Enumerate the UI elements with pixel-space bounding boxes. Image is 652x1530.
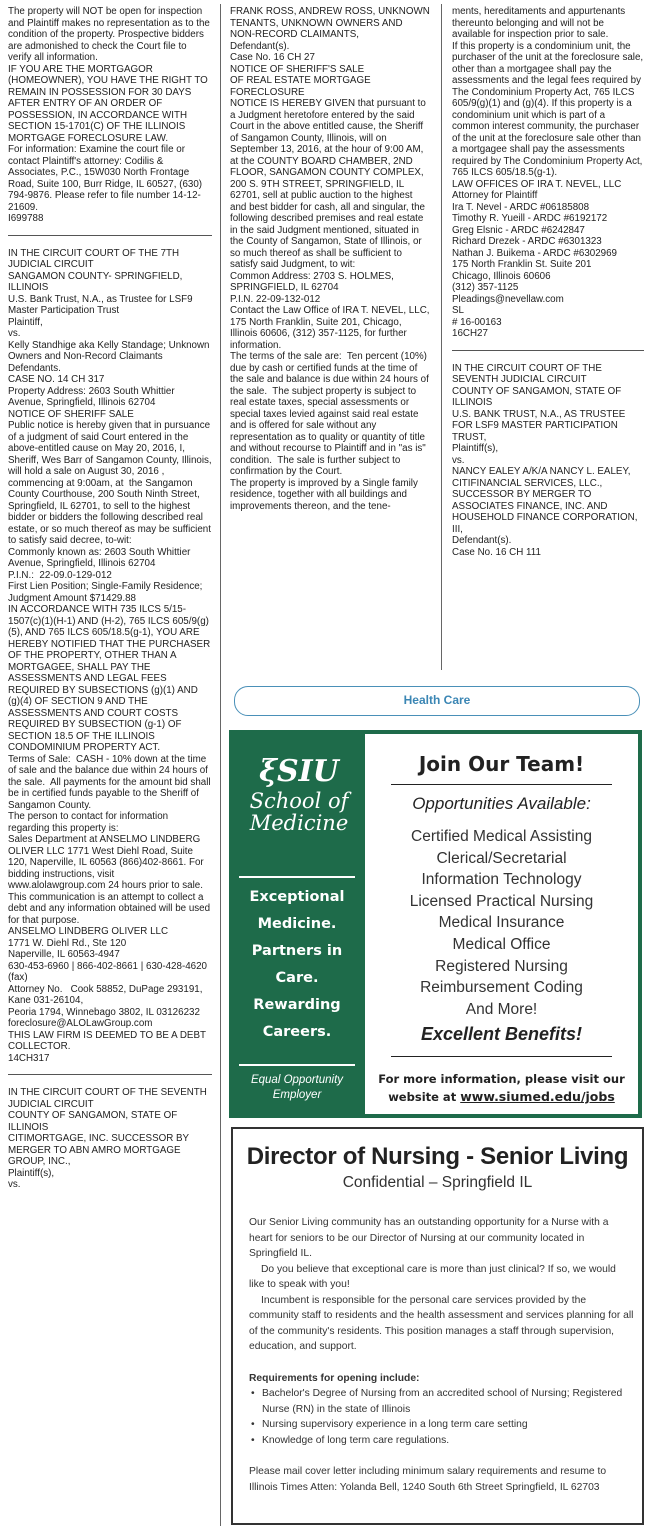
legal-notice-3-body: FRANK ROSS, ANDREW ROSS, UNKNOWN TENANTS, UNKNOWN OWNERS AND NON-RECORD CLAIMANTS, Defendant(s). Case No. 16 CH 27 NOTICE OF SHERIFF'S SALE OF REAL ESTATE MORTGAGE FORECLOSURE NOTICE IS HEREBY GIVEN that pursuant to a Judgment heretofore entered by the said Court in the above entitled cause, the Sheriff of Sangamon County, Illinois, will on September 13, 2016, at the hour of 9:00 AM, at the COUNTY BOARD CHAMBER, 2ND FLOOR, SANGAMON COUNTY COMPLEX, 200 S. 9TH STREET, SPRINGFIELD, IL 62701, sell at public auction to the highest and best bidder for cash, all and singular, the following described premises and real estate in the said Judgment mentioned, situated in the County of Sangamon, State of Illinois, or so much thereof as shall be sufficient to satisfy said Judgment, to wit: Common Address: 2703 S. HOLMES, SPRINGFIELD, IL 62704 P.I.N. 22-09-132-012 Contact the Law Office of IRA T. NEVEL, LLC, 175 North Franklin, Suite 201, Chicago, Illinois 60606, (312) 357-1125, for further information. The terms of the sale are: Ten percent (10%) due by cash or certified funds at the time of the sale and balance is due within 24 hours of the sale. The subject property is subject to real estate taxes, special assessments or special taxes levied against said real estate and is offered for sale without any representation as to quality or quantity of title and without recourse to Plaintiff and in "as is" condition. The sale is further subject to confirmation by the Court. The property is improved by a Single family residence, together with all buildings and improvements thereon, and the tene- xyxy=(230,6,430,512)
list-item: Licensed Practical Nursing xyxy=(409,892,594,910)
nursing-ad-subtitle: Confidential – Springfield IL xyxy=(342,1174,533,1191)
siu-opportunities-heading: Opportunities Available: xyxy=(412,794,591,813)
list-item: Medical Insurance xyxy=(438,914,565,932)
list-item: Reimbursement Coding xyxy=(420,979,583,997)
siu-tagline-line: Careers. xyxy=(262,1024,332,1040)
siu-logo xyxy=(237,756,361,834)
siu-tagline-line: Care. xyxy=(275,970,319,986)
legal-notice-4-head: IN THE CIRCUIT COURT OF THE SEVENTH JUDICIAL CIRCUIT COUNTY OF SANGAMON, STATE OF ILLINOIS U.S. BANK TRUST, N.A., AS TRUSTEE FOR LSF9 MASTER PARTICIPATION TRUST, Plaintiff(s), vs. NANCY EALEY A/K/A NANCY L. EALEY, CITIFINANCIAL SERVICES, LLC., SUCCESSOR BY MERGER TO ASSOCIATES FINANCE, INC. AND HOUSEHOLD FINANCE CORPORATION, III, Defendant(s). Case No. 16 CH 111 xyxy=(452,362,638,558)
director-of-nursing-ad xyxy=(231,1127,644,1525)
siu-ad-left-panel xyxy=(229,730,363,1118)
nursing-ad-paragraph: Incumbent is responsible for the personal care services provided by the community staff to residents and the health assessment and services planning for all of the community's residents. This position manages a staff through supervision, education, and support. xyxy=(249,1294,634,1352)
notice-divider xyxy=(8,235,212,236)
siu-benefits: Excellent Benefits! xyxy=(420,1024,583,1044)
siu-logo-text: SIU xyxy=(276,754,339,789)
siu-equal-opportunity: Equal Opportunity Employer xyxy=(250,1074,344,1101)
nursing-ad-closing: Please mail cover letter including minimum salary requirements and resume to Illinois Times Atten: Yolanda Bell, 1240 South 6th Street Springfield, IL 62703 xyxy=(249,1466,607,1493)
siu-tagline-line: Rewarding xyxy=(253,997,341,1013)
siu-logo-line2: Medicine xyxy=(249,811,349,835)
column-rule-left xyxy=(220,4,221,1526)
siu-logo-title xyxy=(237,756,361,788)
nursing-requirements-heading: Requirements for opening include: xyxy=(249,1372,420,1384)
siu-tagline-line: Exceptional xyxy=(249,889,345,905)
siu-logo-mark-icon: ξ xyxy=(259,754,277,789)
siu-divider xyxy=(239,1064,355,1066)
column-rule-right xyxy=(441,4,442,670)
siu-medicine-ad xyxy=(229,730,642,1118)
list-item: Medical Office xyxy=(452,935,551,953)
siu-footer-rule xyxy=(391,1056,612,1057)
siu-logo-line1: School of xyxy=(249,789,349,813)
section-header-health-care: Health Care xyxy=(234,686,640,716)
siu-tagline-line: Partners in xyxy=(251,943,343,959)
siu-heading-rule xyxy=(391,784,612,785)
legal-notice-3-head: IN THE CIRCUIT COURT OF THE SEVENTH JUDICIAL CIRCUIT COUNTY OF SANGAMON, STATE OF ILLINOIS CITIMORTGAGE, INC. SUCCESSOR BY MERGER TO ABN AMRO MORTGAGE GROUP, INC., Plaintiff(s), vs. xyxy=(8,1087,207,1190)
legal-notice-2: IN THE CIRCUIT COURT OF THE 7TH JUDICIAL CIRCUIT SANGAMON COUNTY- SPRINGFIELD, ILLINOIS U.S. Bank Trust, N.A., as Trustee for LSF9 Master Participation Trust Plaintiff, vs. Kelly Standhige aka Kelly Standage; Unknown Owners and Non-Record Claimants Defendants. CASE NO. 14 CH 317 Property Address: 2603 South Whittier Avenue, Springfield, Illinois 62704 NOTICE OF SHERIFF SALE Public notice is hereby given that in pursuance of a judgment of said Court entered in the above-entitled cause on May 20, 2016, I, Sheriff, Wes Barr of Sangamon County, Illinois, will hold a sale on August 30, 2016 , commencing at 9:00am, at the Sangamon County Courthouse, 200 South Ninth Street, Springfield, IL 62701, to sell to the highest bidder or bidders the following described real estate, or so much thereof as may be sufficient to satisfy said decree, to-wit: Commonly known as: 2603 South Whittier Avenue, Springfield, Illinois 62704 P.I.N.: 22-09.0-129-012 First Lien Position; Single-Family Residence; Judgment Amount $71429.88 IN ACCORDANCE WITH 735 ILCS 5/15-1507(c)(1)(H-1) AND (H-2), 765 ILCS 605/9(g)(5), AND 765 ILCS 605/18.5(g-1), YOU ARE HEREBY NOTIFIED THAT THE PURCHASER OF THE PROPERTY, OTHER THAN A MORTGAGEE, SHALL PAY THE ASSESSMENTS AND LEGAL FEES REQUIRED BY SUBSECTIONS (g)(1) AND (g)(4) OF SECTION 9 AND THE ASSESSMENTS AND COURT COSTS REQUIRED BY SUBSECTION (g-1) OF SECTION 18.5 OF THE ILLINOIS CONDOMINIUM PROPERTY ACT. Terms of Sale: CASH - 10% down at the time of sale and the balance due within 24 hours of the sale. All payments for the amount bid shall be in certified funds payable to the Sheriff of Sangamon County. The person to contact for information regarding this property is: Sales Department at ANSELMO LINDBERG OLIVER LLC 1771 West Diehl Road, Suite 120, Naperville, IL 60563 (866)402-8661. For bidding instructions, visit www.alolawgroup.com 24 hours prior to sale. This communication is an attempt to collect a debt and any information obtained will be used for that purpose. ANSELMO LINDBERG OLIVER LLC 1771 W. Diehl Rd., Ste 120 Naperville, IL 60563-4947 630-453-6960 | 866-402-8661 | 630-428-4620 (fax) Attorney No. Cook 58852, DuPage 293191, Kane 031-26104, Peoria 1794, Winnebago 3802, IL 03126232 foreclosure@ALOLawGroup.com THIS LAW FIRM IS DEEMED TO BE A DEBT COLLECTOR. 14CH317 xyxy=(8,247,212,1064)
siu-jobs-link[interactable]: www.siumed.edu/jobs xyxy=(460,1089,615,1104)
nursing-requirements-list xyxy=(249,1386,634,1448)
legal-column-3 xyxy=(452,6,644,558)
list-item: Clerical/Secretarial xyxy=(436,849,567,867)
legal-notice-1-tail: The property will NOT be open for inspection and Plaintiff makes no representation as to the condition of the property. Prospective bidders are admonished to check the Court file to verify all information. IF YOU ARE THE MORTGAGOR (HOMEOWNER), YOU HAVE THE RIGHT TO REMAIN IN POSSESSION FOR 30 DAYS AFTER ENTRY OF AN ORDER OF POSSESSION, IN ACCORDANCE WITH SECTION 15-1701(C) OF THE ILLINOIS MORTGAGE FORECLOSURE LAW. For information: Examine the court file or contact Plaintiff's attorney: Codilis & Associates, P.C., 15W030 North Frontage Road, Suite 100, Burr Ridge, IL 60527, (630) 794-9876. Please refer to file number 14-12-21609. I699788 xyxy=(8,6,210,224)
nursing-ad-title: Director of Nursing - Senior Living xyxy=(246,1143,629,1170)
siu-join-heading: Join Our Team! xyxy=(418,752,585,776)
siu-divider xyxy=(239,876,355,878)
list-item: • Knowledge of long term care regulations. xyxy=(249,1433,634,1449)
notice-divider xyxy=(8,1074,212,1075)
list-item: • Nursing supervisory experience in a long term care setting xyxy=(249,1417,634,1433)
siu-opportunities-list xyxy=(365,826,638,1020)
legal-column-2 xyxy=(230,6,430,512)
nursing-ad-body xyxy=(249,1215,634,1495)
list-item: And More! xyxy=(465,1000,538,1018)
siu-tagline xyxy=(235,884,359,1046)
siu-tagline-line: Medicine. xyxy=(257,916,337,932)
list-item: • Bachelor's Degree of Nursing from an accredited school of Nursing; Registered Nurse (RN) in the state of Illinois xyxy=(249,1386,634,1417)
legal-column-1 xyxy=(8,6,212,1191)
siu-footer xyxy=(365,1066,638,1114)
nursing-ad-paragraph: Our Senior Living community has an outstanding opportunity for a Nurse with a heart for seniors to be our Director of Nursing at our community located in Springfield IL. xyxy=(249,1217,609,1259)
nursing-ad-paragraph: Do you believe that exceptional care is more than just clinical? If so, we would like to speak with you! xyxy=(249,1263,616,1290)
list-item: Registered Nursing xyxy=(435,957,568,975)
siu-ad-right-panel xyxy=(365,734,638,1066)
notice-divider xyxy=(452,350,644,351)
list-item: Certified Medical Assisting xyxy=(411,828,592,845)
siu-footer-text: For more information, please visit our website at xyxy=(378,1072,625,1104)
legal-notice-3-tail: ments, hereditaments and appurtenants thereunto belonging and will not be available for inspection prior to sale. If this property is a condominium unit, the purchaser of the unit at the foreclosure sale, other than a mortgagee shall pay the assessments and the legal fees required by The Condominium Property Act, 765 ILCS 605/9(g)(1) and (g)(4). If this property is a condominium unit which is part of a common interest community, the purchaser of the unit at the foreclosure sale other than a mortgagee shall pay the assessments required by The Condominium Property Act, 765 ILCS 605/18.5(g-1). LAW OFFICES OF IRA T. NEVEL, LLC Attorney for Plaintiff Ira T. Nevel - ARDC #06185808 Timothy R. Yueill - ARDC #6192172 Greg Elsnic - ARDC #6242847 Richard Drezek - ARDC #6301323 Nathan J. Buikema - ARDC #6302969 175 North Franklin St. Suite 201 Chicago, Illinois 60606 (312) 357-1125 Pleadings@nevellaw.com SL # 16-00163 16CH27 xyxy=(452,6,644,339)
list-item: Information Technology xyxy=(421,871,582,889)
